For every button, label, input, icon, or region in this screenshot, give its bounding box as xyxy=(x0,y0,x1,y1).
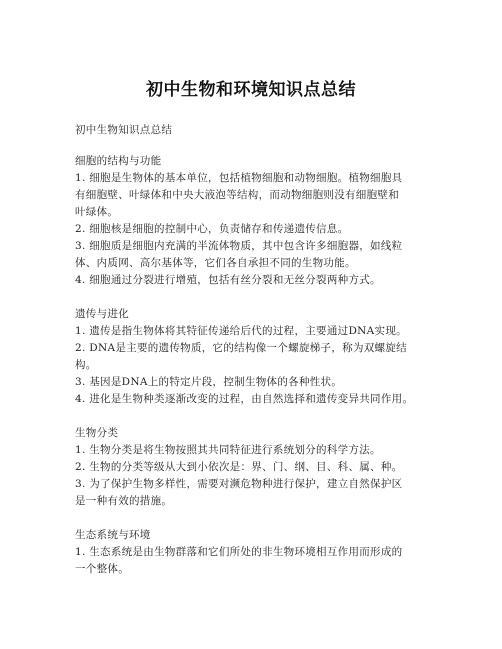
text-line: 4. 细胞通过分裂进行增殖，包括有丝分裂和无丝分裂两种方式。 xyxy=(75,274,381,286)
text-line: 3. 为了保护生物多样性，需要对濒危物种进行保护，建立自然保护区 xyxy=(75,478,403,490)
section-heading: 生态系统与环境 xyxy=(75,529,151,541)
section-heading: 生物分类 xyxy=(75,427,119,439)
text-line: 1. 细胞是生物体的基本单位，包括植物细胞和动物细胞。植物细胞具 xyxy=(75,172,403,184)
list-item xyxy=(75,323,435,340)
document-subtitle: 初中生物知识点总结 xyxy=(75,124,173,136)
text-line: 叶绿体。 xyxy=(75,206,119,218)
list-item xyxy=(75,374,435,391)
text-line: 一个整体。 xyxy=(75,563,129,575)
document-body xyxy=(75,122,435,595)
text-line: 3. 细胞质是细胞内充满的半流体物质，其中包含许多细胞器，如线粒 xyxy=(75,240,403,252)
section-genetics-evolution xyxy=(75,306,435,408)
list-item xyxy=(75,391,435,408)
list-item xyxy=(75,221,435,238)
text-line: 体、内质网、高尔基体等，它们各自承担不同的生物功能。 xyxy=(75,257,356,269)
list-item xyxy=(75,442,435,459)
document-title: 初中生物和环境知识点总结 xyxy=(146,80,356,100)
text-line: 2. 生物的分类等级从大到小依次是：界、门、纲、目、科、属、种。 xyxy=(75,461,403,473)
text-line: 1. 生物分类是将生物按照其共同特征进行系统划分的科学方法。 xyxy=(75,444,381,456)
list-item xyxy=(75,340,435,374)
section-heading: 细胞的结构与功能 xyxy=(75,155,162,167)
text-line: 构。 xyxy=(75,359,97,371)
text-line: 有细胞壁、叶绿体和中央大液泡等结构，而动物细胞则没有细胞壁和 xyxy=(75,189,399,201)
list-item xyxy=(75,238,435,272)
text-line: 2. 细胞核是细胞的控制中心，负责储存和传递遗传信息。 xyxy=(75,223,349,235)
list-item xyxy=(75,459,435,476)
text-line: 1. 生态系统是由生物群落和它们所处的非生物环境相互作用而形成的 xyxy=(75,546,403,558)
text-line: 4. 进化是生物种类逐渐改变的过程，由自然选择和遗传变异共同作用。 xyxy=(75,393,414,405)
list-item xyxy=(75,544,435,578)
section-heading: 遗传与进化 xyxy=(75,308,129,320)
text-line: 1. 遗传是指生物体将其特征传递给后代的过程，主要通过DNA实现。 xyxy=(75,325,407,337)
text-line: 是一种有效的措施。 xyxy=(75,495,173,507)
section-ecosystem xyxy=(75,527,435,578)
list-item xyxy=(75,170,435,221)
list-item xyxy=(75,476,435,510)
list-item xyxy=(75,272,435,289)
text-line: 3. 基因是DNA上的特定片段，控制生物体的各种性状。 xyxy=(75,376,343,388)
text-line: 2. DNA是主要的遗传物质，它的结构像一个螺旋梯子，称为双螺旋结 xyxy=(75,342,407,354)
section-cell-structure xyxy=(75,153,435,289)
section-classification xyxy=(75,425,435,510)
